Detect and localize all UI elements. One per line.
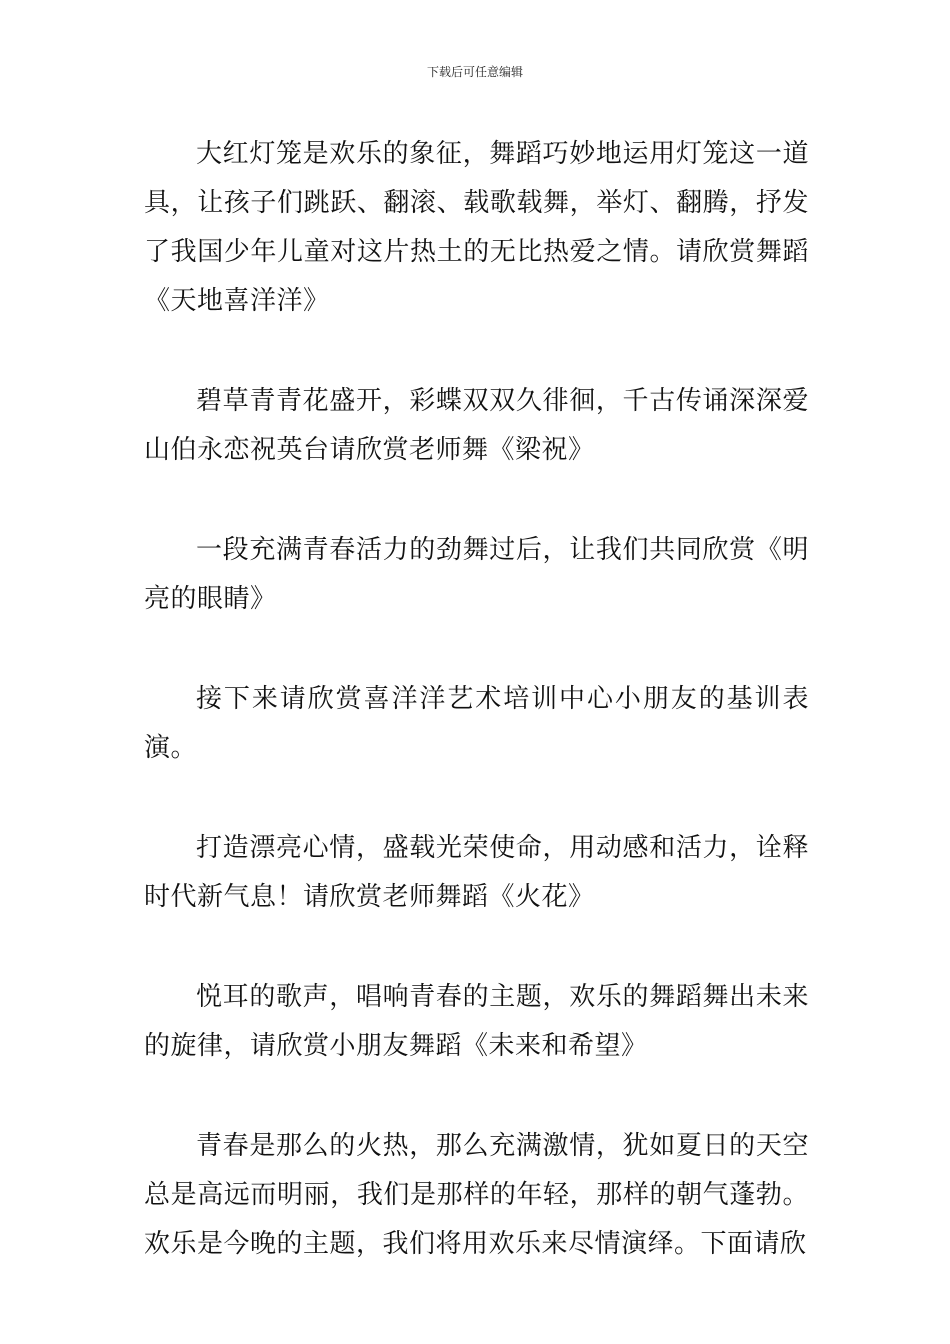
paragraph-butterfly-lovers: 碧草青青花盛开，彩蝶双双久徘徊，千古传诵深深爱山伯永恋祝英台请欣赏老师舞《梁祝》 [144,386,809,465]
document-body [144,130,809,1269]
paragraph-basic-training: 接下来请欣赏喜洋洋艺术培训中心小朋友的基训表演。 [144,684,809,763]
paragraph-youth: 青春是那么的火热，那么充满激情，犹如夏日的天空总是高远而明丽，我们是那样的年轻，那样的朝气蓬勃。欢乐是今晚的主题，我们将用欢乐来尽情演绎。下面请欣 [144,1131,809,1259]
paragraph-sparks: 打造漂亮心情，盛载光荣使命，用动感和活力，诠释时代新气息！请欣赏老师舞蹈《火花》 [144,833,809,912]
paragraph-future-hope: 悦耳的歌声，唱响青春的主题，欢乐的舞蹈舞出未来的旋律，请欣赏小朋友舞蹈《未来和希望》 [144,982,809,1061]
paragraph-bright-eyes: 一段充满青春活力的劲舞过后，让我们共同欣赏《明亮的眼睛》 [144,535,809,614]
page-header: 下载后可任意编辑 [426,65,523,79]
paragraph-lantern-dance: 大红灯笼是欢乐的象征，舞蹈巧妙地运用灯笼这一道具，让孩子们跳跃、翻滚、载歌载舞，举灯、翻腾，抒发了我国少年儿童对这片热土的无比热爱之情。请欣赏舞蹈《天地喜洋洋》 [144,139,809,316]
